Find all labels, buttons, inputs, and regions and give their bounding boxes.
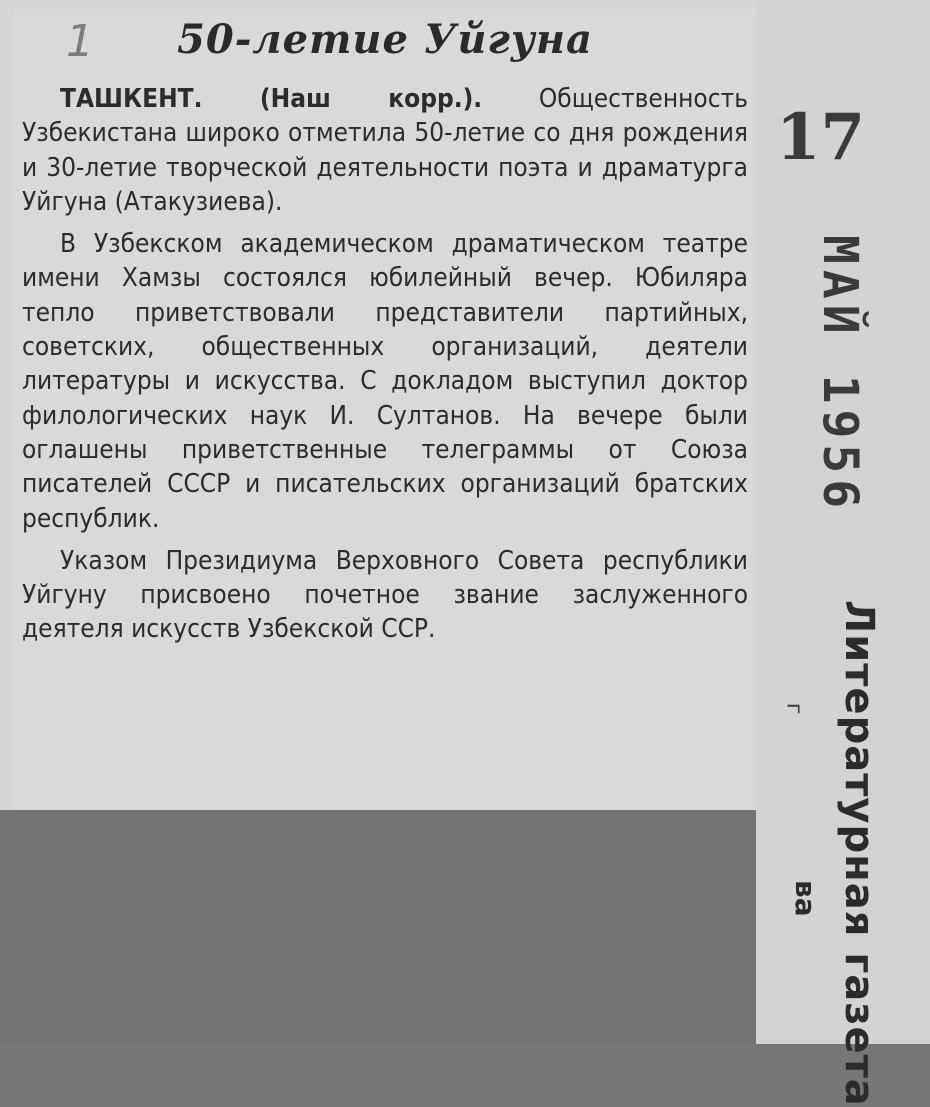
publication-name: Литературная газета xyxy=(836,600,882,1107)
paragraph-text: Указом Президиума Верховного Совета республики Уйгуну присвоено почетное звание заслуженного деятеля искусств Узбекской ССР. xyxy=(22,545,748,645)
article-headline: 50-летие Уйгуна xyxy=(177,16,593,63)
article-lead: ТАШКЕНТ. (Наш корр.). xyxy=(60,84,483,114)
paragraph-text: Общественность Узбекистана широко отметила 50-летие со дня рождения и 30-летие творческой деятельности поэта и драматурга Уйгуна (Атакузиева). xyxy=(22,84,748,217)
paragraph-text: В Узбекском академическом драматическом театре имени Хамзы состоялся юбилейный вечер. Юбиляра тепло приветствовали представители партийных, советских, общественных организаций, деятели литературы и искусства. С докладом выступил доктор филологических наук И. Султанов. На вечере были оглашены приветственные телеграммы от Союза писателей СССР и писательских организаций братских республик. xyxy=(22,229,748,534)
stamp-month-year: МАЙ 1956 xyxy=(812,235,868,515)
backing-shadow xyxy=(0,810,760,1044)
article-paragraph xyxy=(22,227,748,536)
pencil-mark: 1 xyxy=(66,16,94,67)
stamp-year-suffix: г xyxy=(781,702,807,715)
article-paragraph xyxy=(22,544,748,647)
article-paragraph xyxy=(22,82,748,219)
stamp-day: 17 xyxy=(776,100,866,175)
article-body xyxy=(22,82,748,655)
publication-suffix: ва xyxy=(789,880,822,917)
